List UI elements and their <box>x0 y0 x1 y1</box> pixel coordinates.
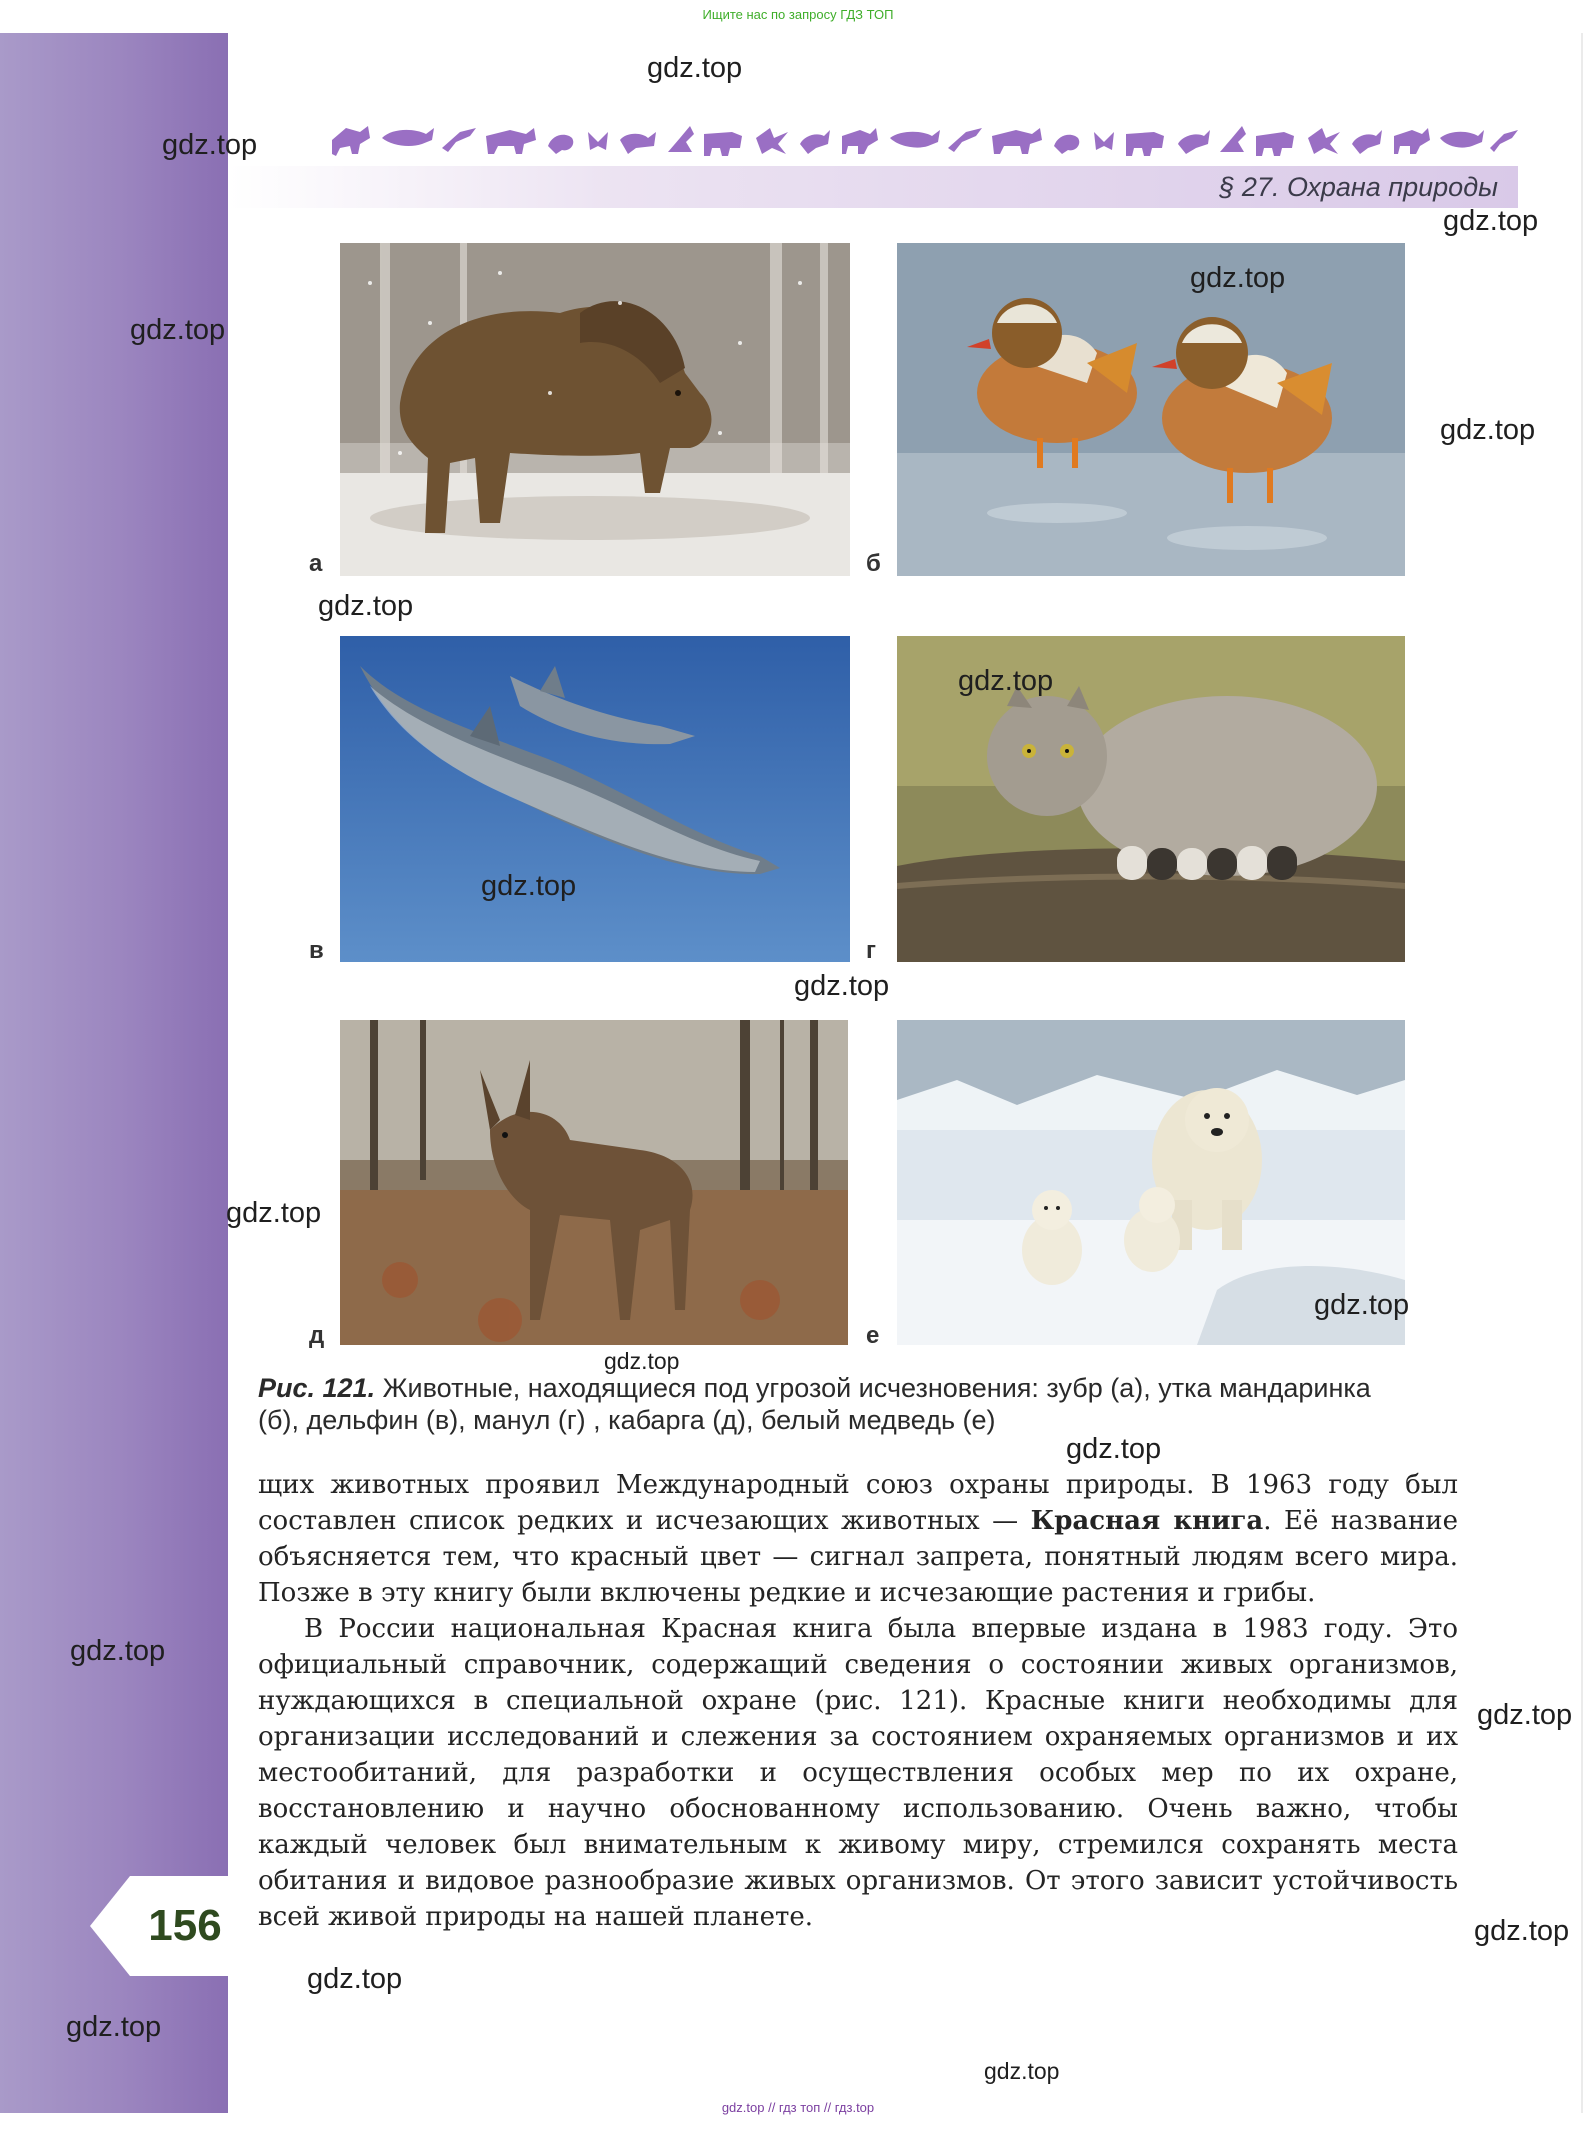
watermark: gdz.top <box>1314 1289 1410 1321</box>
photo-musk-deer <box>340 1020 848 1345</box>
photo-bison <box>340 243 850 576</box>
dolphins-illustration <box>340 636 850 962</box>
watermark: gdz.top <box>70 1635 166 1667</box>
photo-label-v: в <box>309 937 324 964</box>
body-text <box>258 1467 1458 1935</box>
watermark: gdz.top <box>226 1197 322 1229</box>
watermark: gdz.top <box>318 590 414 622</box>
watermark: gdz.top <box>1190 262 1286 294</box>
photo-label-e: е <box>866 1322 880 1349</box>
watermark: gdz.top <box>307 1963 403 1995</box>
watermark: gdz.top <box>794 970 890 1002</box>
section-header-bar <box>228 166 1518 208</box>
photo-mandarin-ducks <box>897 243 1405 576</box>
photo-dolphins <box>340 636 850 962</box>
watermark: gdz.top <box>1474 1915 1570 1947</box>
bottom-note[interactable]: gdz.top // гдз топ // гдз.top <box>721 2100 875 2115</box>
photo-label-b: б <box>866 550 881 577</box>
watermark: gdz.top <box>604 1348 680 1374</box>
term-red-book: Красная книга <box>1030 1506 1264 1536</box>
watermark: gdz.top <box>1443 205 1539 237</box>
page-edge-rule <box>1581 33 1583 2113</box>
photo-label-a: а <box>309 550 323 577</box>
page-number: 156 <box>148 1901 222 1950</box>
watermark: gdz.top <box>1477 1699 1573 1731</box>
animal-silhouettes-ornament <box>330 118 1520 158</box>
watermark: gdz.top <box>130 314 226 346</box>
photo-label-d: д <box>309 1322 325 1349</box>
watermark: gdz.top <box>481 870 577 902</box>
watermark: gdz.top <box>162 129 258 161</box>
photo-label-g: г <box>866 937 876 964</box>
mandarin-ducks-illustration <box>897 243 1405 576</box>
watermark: gdz.top <box>66 2011 162 2043</box>
top-search-note[interactable]: Ищите нас по запросу ГДЗ ТОП <box>702 7 894 22</box>
figure-caption-text: Животные, находящиеся под угрозой исчезновения: зубр (а), утка мандаринка (б), дельфин (в), манул (г) , кабарга (д), белый медведь (е) <box>258 1373 1371 1435</box>
paragraph-2: В России национальная Красная книга была впервые издана в 1983 году. Это официальный справочник, содержащий сведения о состоянии живых организмов, нуждающихся в специальной охране (рис. 121). Красные книги необходимы для организации исследований и слежения за состоянием охраняемых организмов и их местообитаний, для разработки и осуществления особых мер по их охране, восстановлению и научно обоснованному использованию. Очень важно, чтобы каждый человек был внимательным к живому миру, стремился сохранять места обитания и видовое разнообразие живых организмов. От этого зависит устойчивость всей живой природы на нашей планете. <box>258 1614 1458 1932</box>
watermark: gdz.top <box>984 2058 1060 2084</box>
watermark: gdz.top <box>1066 1433 1162 1465</box>
watermark: gdz.top <box>958 665 1054 697</box>
figure-number: Рис. 121. <box>258 1373 376 1403</box>
musk-deer-illustration <box>340 1020 848 1345</box>
watermark: gdz.top <box>1440 414 1536 446</box>
figure-caption <box>258 1372 1378 1436</box>
paragraph-1: щих животных проявил Международный союз охраны природы. В 1963 году был составлен список редких и исчезающих животных — Красная книга. Её название объясняется тем, что красный цвет — сигнал запрета, понятный людям всего мира. Позже в эту книгу были включены редкие и исчезающие растения и грибы. <box>258 1470 1459 1608</box>
watermark: gdz.top <box>647 52 743 84</box>
bison-illustration <box>340 243 850 576</box>
section-title: § 27. Охрана природы <box>1219 172 1498 202</box>
